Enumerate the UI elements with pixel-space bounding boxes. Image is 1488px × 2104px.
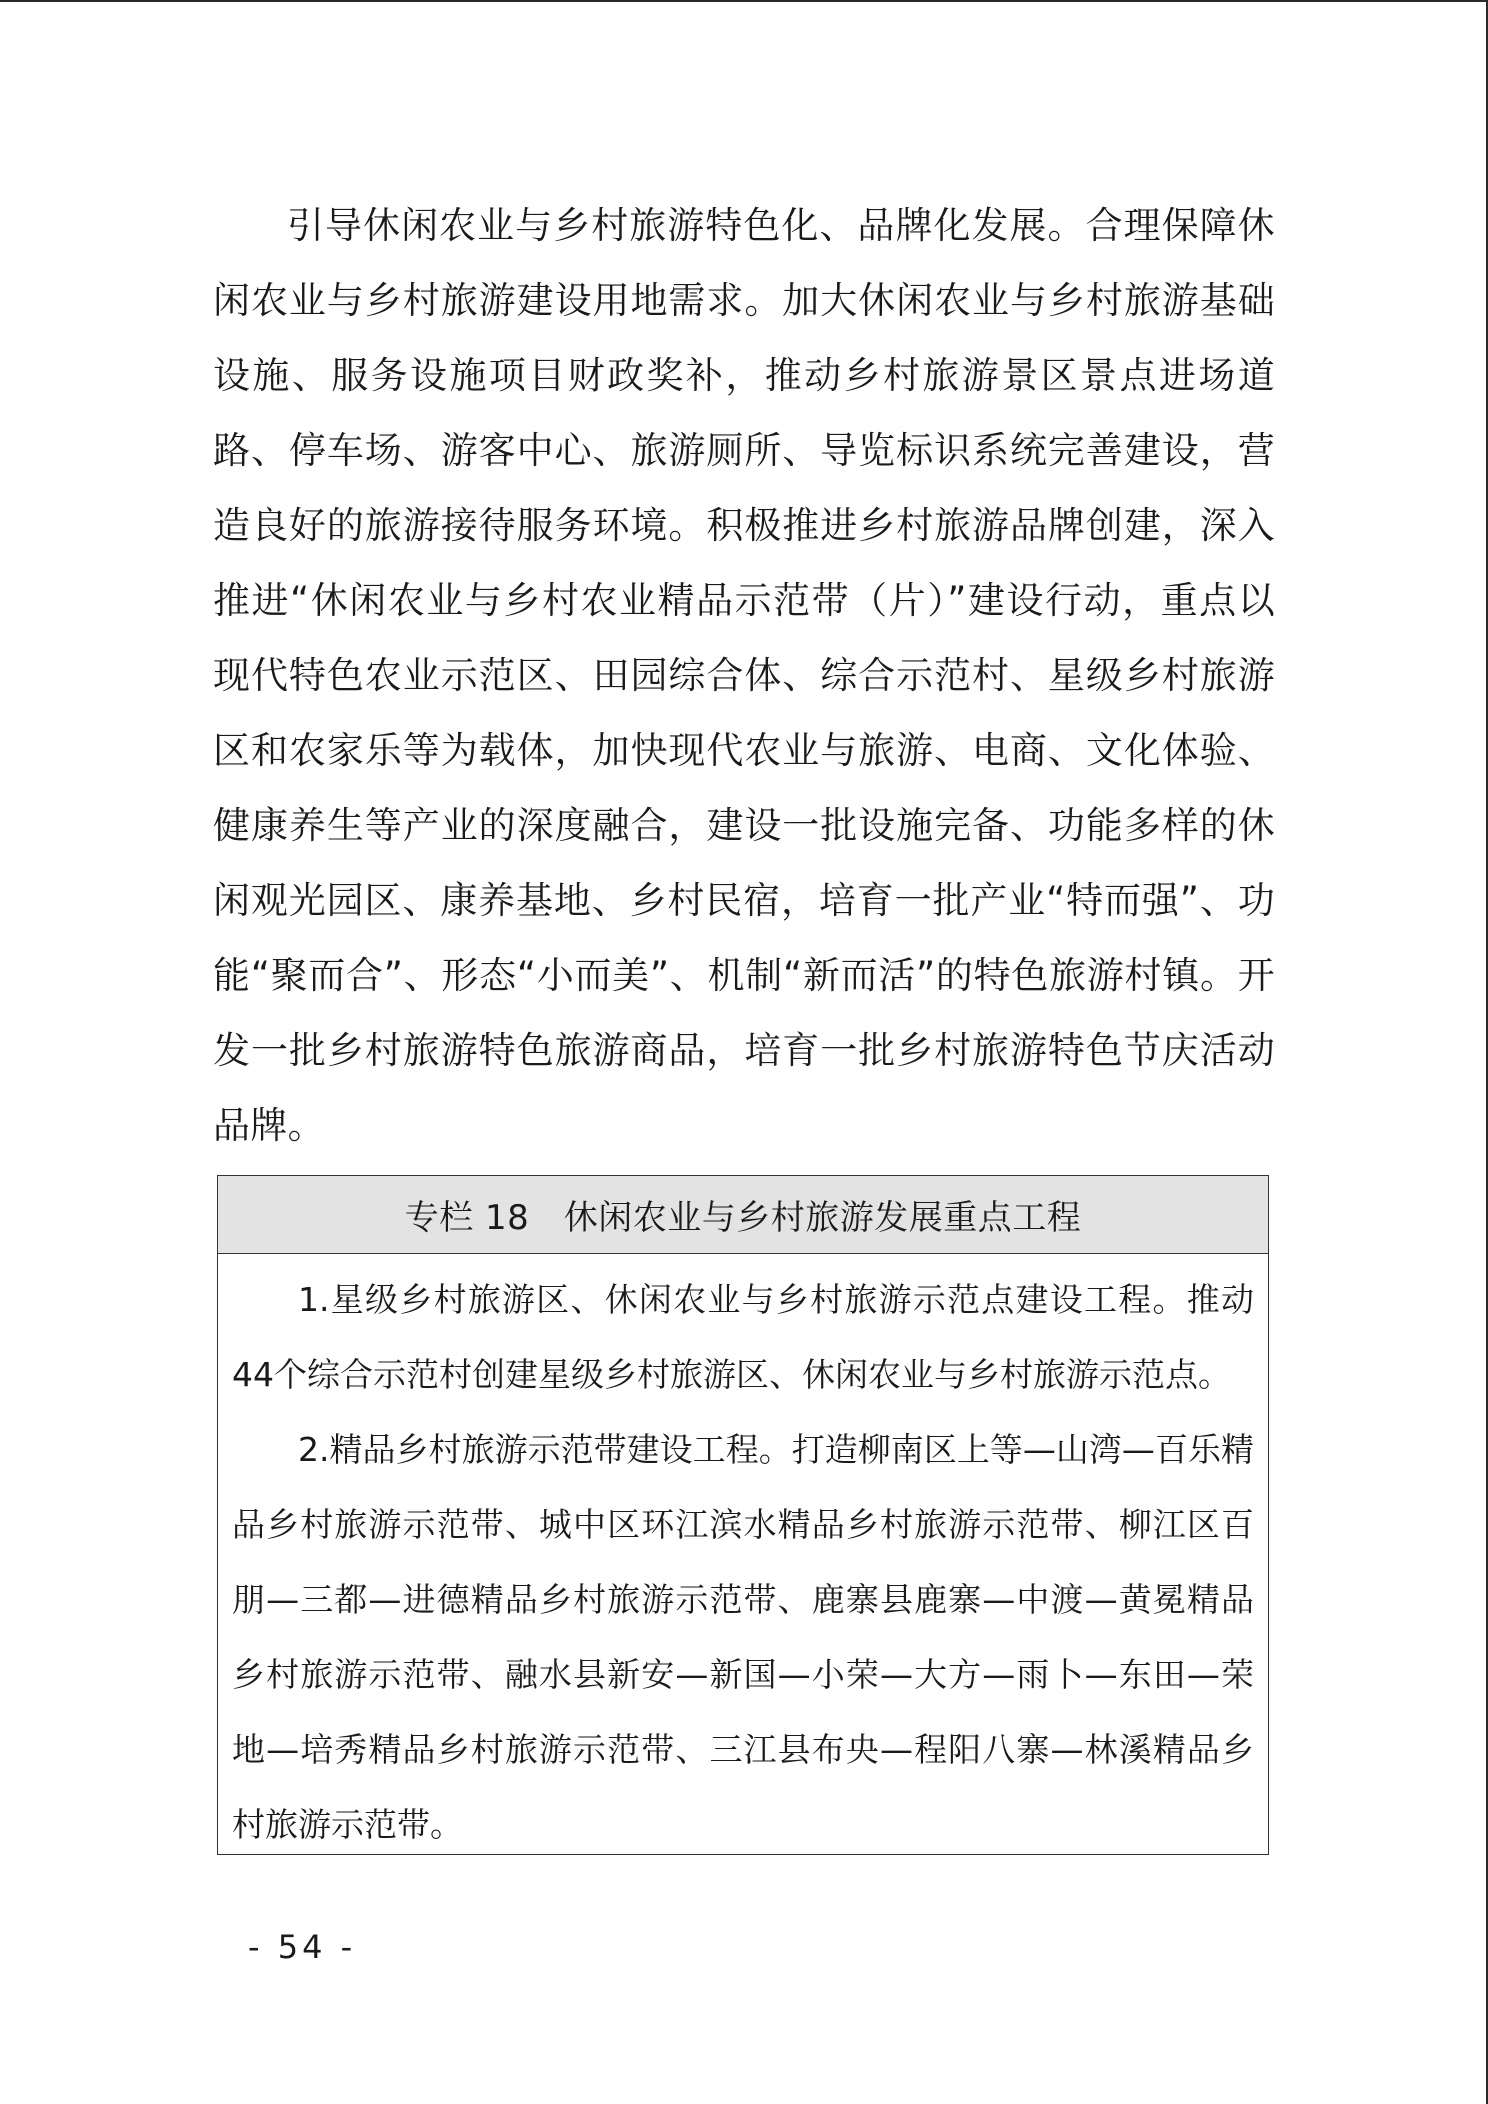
page-number: - 54 - [248, 1928, 357, 1966]
page-frame-top [0, 0, 1488, 2]
column-box [217, 1175, 1269, 1855]
column-body [218, 1254, 1268, 1862]
column-title: 专栏 18 休闲农业与乡村旅游发展重点工程 [218, 1176, 1268, 1254]
body-paragraph: 引导休闲农业与乡村旅游特色化、品牌化发展。合理保障休闲农业与乡村旅游建设用地需求。加大休闲农业与乡村旅游基础设施、服务设施项目财政奖补，推动乡村旅游景区景点进场道路、停车场、游客中心、旅游厕所、导览标识系统完善建设，营造良好的旅游接待服务环境。积极推进乡村旅游品牌创建，深入推进“休闲农业与乡村农业精品示范带（片）”建设行动，重点以现代特色农业示范区、田园综合体、综合示范村、星级乡村旅游区和农家乐等为载体，加快现代农业与旅游、电商、文化体验、健康养生等产业的深度融合，建设一批设施完备、功能多样的休闲观光园区、康养基地、乡村民宿，培育一批产业“特而强”、功能“聚而合”、形态“小而美”、机制“新而活”的特色旅游村镇。开发一批乡村旅游特色旅游商品，培育一批乡村旅游特色节庆活动品牌。 [213, 204, 1275, 1147]
column-item-1: 1.星级乡村旅游区、休闲农业与乡村旅游示范点建设工程。推动44个综合示范村创建星级乡村旅游区、休闲农业与乡村旅游示范点。 [232, 1280, 1254, 1394]
column-item-2: 2.精品乡村旅游示范带建设工程。打造柳南区上等—山湾—百乐精品乡村旅游示范带、城中区环江滨水精品乡村旅游示范带、柳江区百朋—三都—进德精品乡村旅游示范带、鹿寨县鹿寨—中渡—黄冕精品乡村旅游示范带、融水县新安—新国—小荣—大方—雨卜—东田—荣地—培秀精品乡村旅游示范带、三江县布央—程阳八寨—林溪精品乡村旅游示范带。 [232, 1430, 1255, 1844]
